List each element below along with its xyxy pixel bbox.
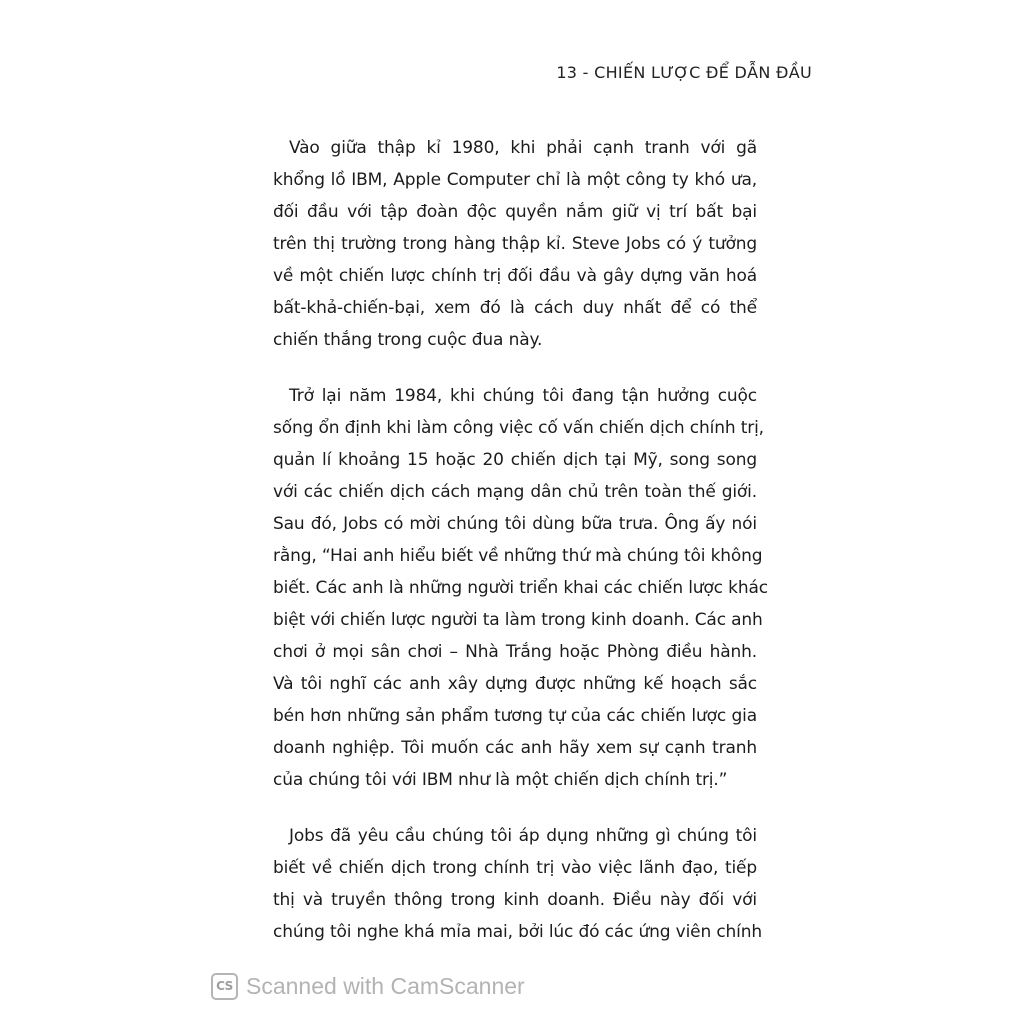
text-line: bén hơn những sản phẩm tương tự của các chiến lược gia xyxy=(273,706,757,726)
text-line: doanh nghiệp. Tôi muốn các anh hãy xem sự cạnh tranh xyxy=(273,738,757,758)
paragraph-2 xyxy=(273,380,768,796)
text-line: Và tôi nghĩ các anh xây dựng được những kế hoạch sắc xyxy=(273,674,757,694)
text-line: khổng lồ IBM, Apple Computer chỉ là một công ty khó ưa, xyxy=(273,170,757,190)
camscanner-watermark xyxy=(211,969,525,1003)
text-line: biết. Các anh là những người triển khai các chiến lược khác xyxy=(273,578,768,598)
text-line: biệt với chiến lược người ta làm trong kinh doanh. Các anh xyxy=(273,610,763,630)
text-line: chơi ở mọi sân chơi – Nhà Trắng hoặc Phòng điều hành. xyxy=(273,642,757,662)
text-line: Jobs đã yêu cầu chúng tôi áp dụng những gì chúng tôi xyxy=(289,826,757,846)
text-line: quản lí khoảng 15 hoặc 20 chiến dịch tại Mỹ, song song xyxy=(273,450,757,470)
text-line: biết về chiến dịch trong chính trị vào việc lãnh đạo, tiếp xyxy=(273,858,757,878)
text-line: trên thị trường trong hàng thập kỉ. Steve Jobs có ý tưởng xyxy=(273,234,757,254)
camscanner-logo-icon: CS xyxy=(211,973,238,1000)
text-line: chúng tôi nghe khá mỉa mai, bởi lúc đó các ứng viên chính xyxy=(273,922,762,942)
text-line: của chúng tôi với IBM như là một chiến dịch chính trị.” xyxy=(273,770,728,790)
text-line: bất-khả-chiến-bại, xem đó là cách duy nhất để có thể xyxy=(273,298,757,318)
text-line: về một chiến lược chính trị đối đầu và gây dựng văn hoá xyxy=(273,266,757,286)
text-line: với các chiến dịch cách mạng dân chủ trên toàn thế giới. xyxy=(273,482,757,502)
paragraph-3 xyxy=(273,820,762,948)
text-line: rằng, “Hai anh hiểu biết về những thứ mà chúng tôi không xyxy=(273,546,763,566)
running-header: 13 - CHIẾN LƯỢC ĐỂ DẪN ĐẦU xyxy=(556,63,812,82)
text-line: sống ổn định khi làm công việc cố vấn chiến dịch chính trị, xyxy=(273,418,764,438)
text-line: thị và truyền thông trong kinh doanh. Điều này đối với xyxy=(273,890,757,910)
text-line: đối đầu với tập đoàn độc quyền nắm giữ vị trí bất bại xyxy=(273,202,757,222)
watermark-text: Scanned with CamScanner xyxy=(246,972,525,999)
text-line: Vào giữa thập kỉ 1980, khi phải cạnh tranh với gã xyxy=(289,138,757,158)
text-line: Trở lại năm 1984, khi chúng tôi đang tận hưởng cuộc xyxy=(289,386,757,406)
paragraph-1 xyxy=(273,132,757,356)
text-line: Sau đó, Jobs có mời chúng tôi dùng bữa trưa. Ông ấy nói xyxy=(273,514,757,534)
text-line: chiến thắng trong cuộc đua này. xyxy=(273,330,543,350)
